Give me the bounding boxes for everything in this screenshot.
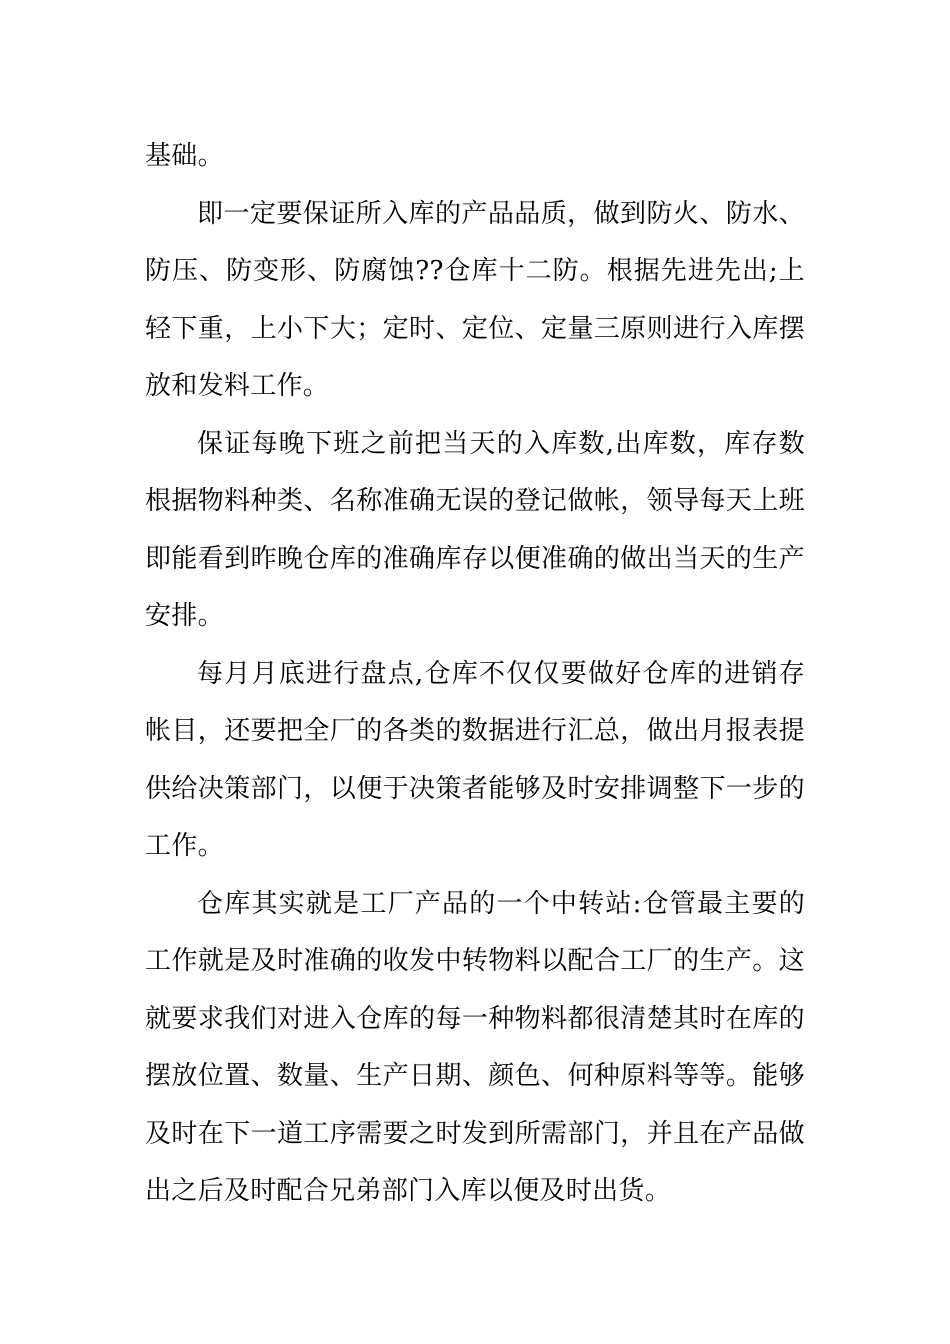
document-body	[145, 128, 805, 1221]
paragraph-monthly-inventory: 每月月底进行盘点,仓库不仅仅要做好仓库的进销存帐目，还要把全厂的各类的数据进行汇总，做出月报表提供给决策部门，以便于决策者能够及时安排调整下一步的工作。	[145, 658, 805, 861]
paragraph-daily-record: 保证每晚下班之前把当天的入库数,出库数，库存数根据物料种类、名称准确无误的登记做帐，领导每天上班即能看到昨晚仓库的准确库存以便准确的做出当天的生产安排。	[145, 428, 805, 631]
paragraph-continuation: 基础。	[145, 141, 224, 171]
paragraph-warehouse-role: 仓库其实就是工厂产品的一个中转站:仓管最主要的工作就是及时准确的收发中转物料以配合工厂的生产。这就要求我们对进入仓库的每一种物料都很清楚其时在库的摆放位置、数量、生产日期、颜色、何种原料等等。能够及时在下一道工序需要之时发到所需部门，并且在产品做出之后及时配合兄弟部门入库以便及时出货。	[145, 888, 805, 1206]
paragraph-storage-quality: 即一定要保证所入库的产品品质，做到防火、防水、防压、防变形、防腐蚀??仓库十二防。根据先进先出;上轻下重，上小下大；定时、定位、定量三原则进行入库摆放和发料工作。	[145, 198, 805, 401]
